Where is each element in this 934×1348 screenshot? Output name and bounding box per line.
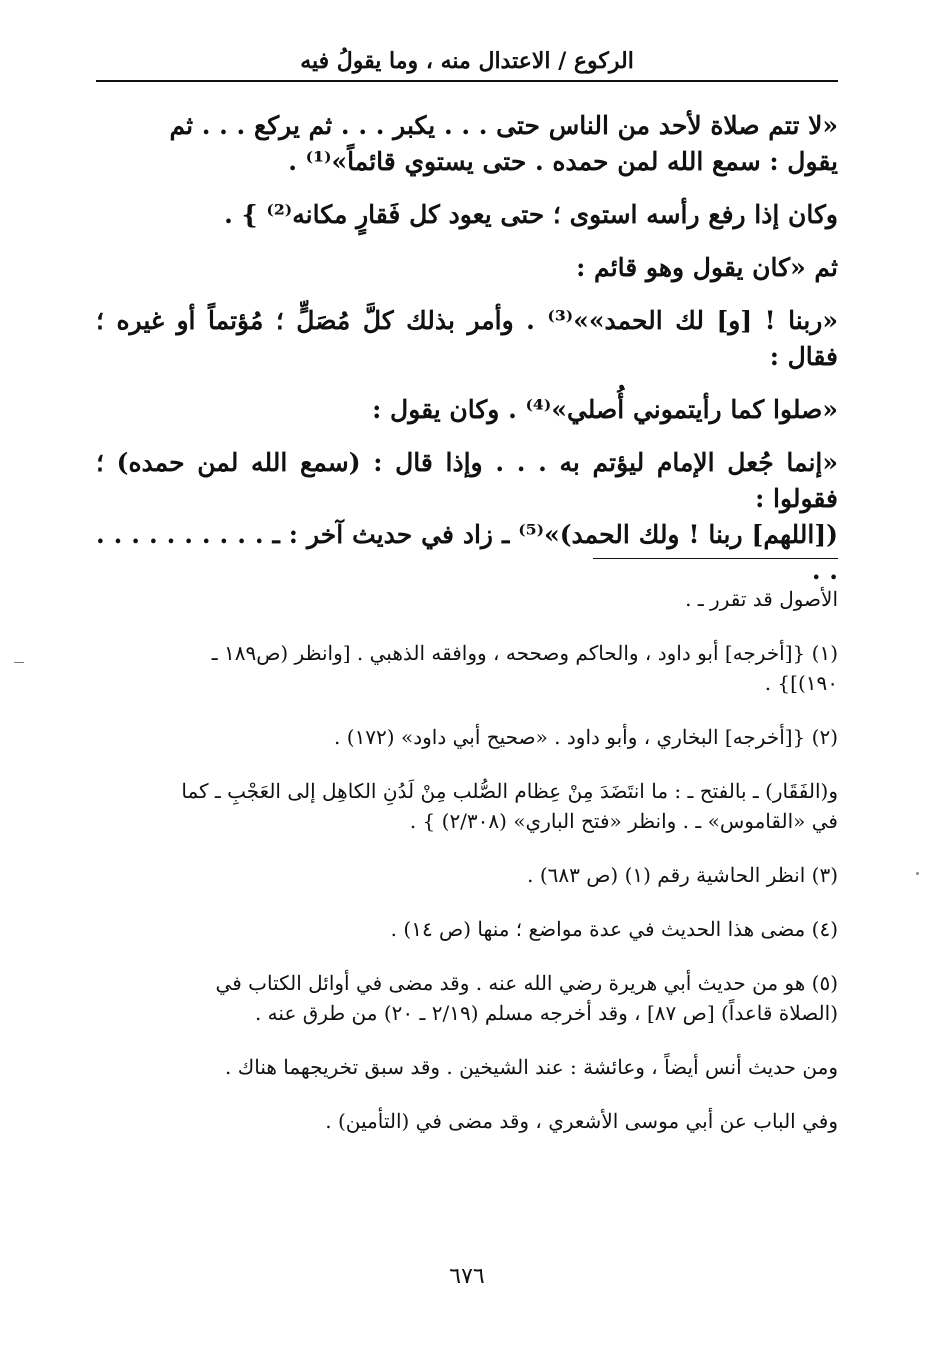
footnote-1-line-1: (١) {[أخرجه] أبو داود ، والحاكم وصححه ، ووافقه الذهبي . [وانظر (ص١٨٩ ـ xyxy=(211,641,838,665)
footnote-4: (٤) مضى هذا الحديث في عدة مواضع ؛ منها (ص ١٤) . xyxy=(390,917,838,941)
margin-dot xyxy=(916,872,919,875)
footnote-3: (٣) انظر الحاشية رقم (١) (ص ٦٨٣) . xyxy=(527,863,838,887)
margin-mark xyxy=(14,662,24,663)
main-line-5: «ربنا ! [و] لك الحمد»»⁽³⁾ . وأمر بذلك كلَّ مُصَلٍّ ؛ مُؤتماً أو غيره ؛ فقال : xyxy=(96,306,838,371)
main-line-4: ثم «كان يقول وهو قائم : xyxy=(576,253,838,282)
footnote-5-line-1: (٥) هو من حديث أبي هريرة رضي الله عنه . وقد مضى في أوائل الكتاب في xyxy=(215,971,838,995)
main-line-8: ([اللهم] ربنا ! ولك الحمد)»⁽⁵⁾ ـ زاد في حديث آخر : ـ . . . . . . . . . . . . xyxy=(96,520,838,585)
running-header: الركوع / الاعتدال منه ، وما يقولُ فيه xyxy=(300,48,634,74)
footnote-5-abu-musa: وفي الباب عن أبي موسى الأشعري ، وقد مضى في (التأمين) . xyxy=(325,1109,838,1133)
main-text xyxy=(96,108,838,589)
footnote-carry-over: الأصول قد تقرر ـ . xyxy=(685,587,838,611)
footnote-2: (٢) {[أخرجه] البخاري ، وأبو داود . «صحيح أبي داود» (١٧٢) . xyxy=(334,725,838,749)
footnote-1-line-2: ١٩٠)]} . xyxy=(764,671,838,695)
main-line-3: وكان إذا رفع رأسه استوى ؛ حتى يعود كل فَقارٍ مكانه⁽²⁾ } . xyxy=(224,200,838,229)
footnote-5-line-2: (الصلاة قاعداً) [ص ٨٧] ، وقد أخرجه مسلم (٢/١٩ ـ ٢٠) من طرق عنه . xyxy=(254,1001,838,1025)
footnote-2-explanation-line-2: في «القاموس» ـ . وانظر «فتح الباري» (٢/٣٠٨) } . xyxy=(409,809,838,833)
main-line-7: «إنما جُعل الإمام ليؤتم به . . . وإذا قال : (سمع الله لمن حمده) ؛ فقولوا : xyxy=(96,448,838,513)
main-line-2: يقول : سمع الله لمن حمده . حتى يستوي قائماً»⁽¹⁾ . xyxy=(288,147,838,176)
footnote-2-explanation-line-1: و(الفَقَار) ـ بالفتح ـ : ما انتَضَدَ مِنْ عِظام الصُّلب مِنْ لَدُنِ الكاهِل إلى العَجْبِ ـ كما xyxy=(181,779,838,803)
page-number: ٦٧٦ xyxy=(449,1264,485,1289)
header-rule xyxy=(96,80,838,82)
main-line-1: «لا تتم صلاة لأحد من الناس حتى . . . يكبر . . . ثم يركع . . . ثم xyxy=(169,111,838,140)
footnotes xyxy=(96,584,838,1136)
main-line-6: «صلوا كما رأيتموني أُصلي»⁽⁴⁾ . وكان يقول : xyxy=(372,395,838,424)
footnote-separator xyxy=(593,558,838,559)
footnote-5-anas: ومن حديث أنس أيضاً ، وعائشة : عند الشيخين . وقد سبق تخريجهما هناك . xyxy=(225,1055,838,1079)
